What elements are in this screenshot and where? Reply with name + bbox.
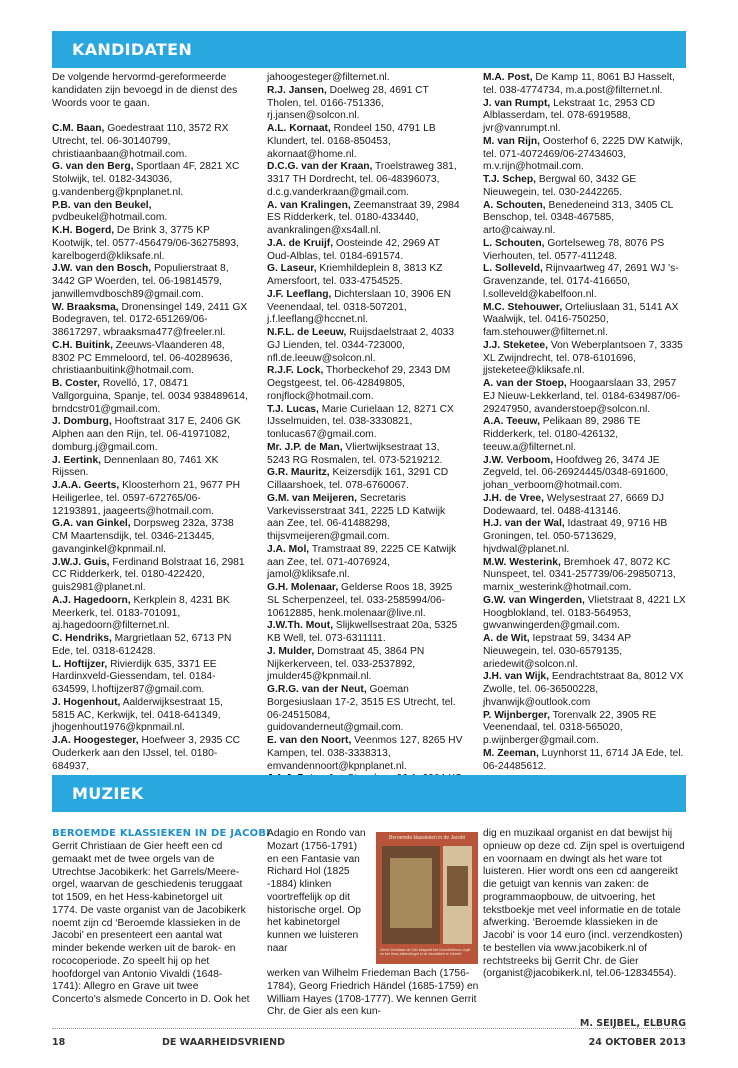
candidate-details: Margrietlaan 52, 6713 PN Ede, tel. 0318-612428. bbox=[52, 633, 232, 657]
candidate-details: Orteliuslaan 31, 5141 AX Waalwijk, tel. 0416-750250, fam.stehouwer@filternet.nl. bbox=[483, 301, 679, 338]
candidate-name: J. Domburg, bbox=[52, 416, 112, 428]
kandidaten-banner bbox=[52, 31, 686, 68]
candidate-details: Veenmos 127, 8265 HV Kampen, tel. 038-3338313, emvandennoort@kpnplanet.nl. bbox=[267, 735, 463, 772]
kandidaten-list-1 bbox=[52, 123, 248, 773]
muziek-column-2-wide bbox=[267, 968, 479, 1019]
candidate-entry bbox=[267, 263, 465, 289]
candidate-entry bbox=[52, 697, 248, 735]
candidate-entry bbox=[483, 633, 687, 671]
candidate-entry bbox=[267, 200, 465, 238]
candidate-name: J.A. Hoogesteger, bbox=[52, 735, 139, 746]
candidate-entry bbox=[483, 671, 687, 709]
candidate-entry bbox=[483, 557, 687, 595]
candidate-name: M.A. Post, bbox=[483, 72, 533, 83]
candidate-name: J.W. van den Bosch, bbox=[52, 263, 152, 275]
candidate-entry bbox=[483, 378, 687, 416]
candidate-entry bbox=[52, 557, 248, 595]
candidate-entry bbox=[52, 123, 248, 161]
candidate-details: Hoogaarslaan 33, 2957 EJ Nieuw-Lekkerland, tel. 0184-634987/06-29247950, avanderstoep@solcon.nl. bbox=[483, 378, 681, 415]
candidate-details: Zeeuws-Vlaanderen 48, 8302 PC Emmeloord, tel. 06-40289636, christiaanbuitink@hotmail.com. bbox=[52, 339, 233, 377]
candidate-name: R.J.F. Lock, bbox=[267, 365, 324, 377]
candidate-details: Secretaris Varkevisserstraat 341, 2225 LD Katwijk aan Zee, tel. 06-41488298, thijsvmeijeren@gmail.com. bbox=[267, 492, 446, 542]
candidate-name: J.A.A. Geerts, bbox=[52, 480, 120, 491]
candidate-details: Ferdinand Bolstraat 16, 2981 CC Ridderkerk, tel. 0180-422420, guis2981@planet.nl. bbox=[52, 556, 245, 593]
candidate-details: Lekstraat 1c, 2953 CD Alblasserdam, tel. 078-6919588, jvr@vanrumpt.nl. bbox=[483, 97, 656, 134]
muziek-column-3 bbox=[483, 828, 687, 981]
candidate-entry bbox=[52, 340, 248, 378]
candidate-name: G.W. van Wingerden, bbox=[483, 594, 585, 606]
candidate-entry bbox=[52, 595, 248, 633]
candidate-details: Rovelló, 17, 08471 Vallgorguina, Spanje, tel. 0034 938489614, brndcstr01@gmail.com. bbox=[52, 378, 248, 415]
candidate-name: Mr. J.P. de Man, bbox=[267, 441, 343, 453]
candidate-entry bbox=[267, 238, 465, 264]
candidate-entry bbox=[52, 518, 248, 556]
candidate-details: Hoefweer 3, 2935 CC Ouderkerk aan den IJssel, tel. 0180-684937, bbox=[52, 735, 241, 772]
candidate-details: Iepstraat 59, 3434 AP Nieuwegein, tel. 030-6579135, ariedewit@solcon.nl. bbox=[483, 633, 631, 670]
candidate-name: A. Schouten, bbox=[483, 199, 546, 211]
candidate-details: Thorbeckehof 29, 2343 DM Oegstgeest, tel. 06-42849805, ronjflock@hotmail.com. bbox=[267, 365, 451, 402]
candidate-entry bbox=[483, 710, 687, 748]
candidate-details: Marie Curielaan 12, 8271 CX IJsselmuiden, tel. 038-3330821, tonlucas67@gmail.com. bbox=[267, 403, 454, 440]
candidate-name: G.R. Mauritz, bbox=[267, 467, 330, 479]
candidate-details: Hoofdweg 26, 3474 JE Zegveld, tel. 06-26924445/0348-691600, johan_verboom@hotmail.com. bbox=[483, 454, 669, 491]
candidate-entry bbox=[267, 289, 465, 327]
candidate-entry bbox=[52, 263, 248, 301]
candidate-details: Benedeneind 313, 3405 CL Benschop, tel. 0348-467585, arto@caiway.nl. bbox=[483, 199, 673, 236]
candidate-details: Kriemhildeplein 8, 3813 KZ Amersfoort, tel. 033-4754525. bbox=[267, 263, 443, 287]
candidate-details: Idastraat 49, 9716 HB Groningen, tel. 050-5713629, hjvdwal@planet.nl. bbox=[483, 518, 668, 555]
candidate-entry bbox=[483, 263, 687, 301]
candidate-entry bbox=[267, 582, 465, 620]
cabinet-organ-photo bbox=[443, 846, 472, 944]
candidate-details: Bergwal 60, 3432 GE Nieuwegein, tel. 030-2442265. bbox=[483, 174, 637, 198]
candidate-name: L. Schouten, bbox=[483, 237, 545, 249]
candidate-name: J.W. Verboom, bbox=[483, 454, 554, 466]
candidate-name: J.A. de Kruijf, bbox=[267, 237, 334, 249]
publication-name: DE WAARHEIDSVRIEND bbox=[162, 1037, 285, 1048]
article-paragraph-2a: Adagio en Rondo van Mozart (1756-1791) en een Fantasie van Richard Hol (1825 -1884) klinken voortreffelijk op dit historische orgel. Op het kabinetorgel kunnen we luisteren naar bbox=[267, 828, 366, 954]
candidate-name: N.F.L. de Leeuw, bbox=[267, 327, 347, 338]
candidate-details: Doelweg 28, 4691 CT Tholen, tel. 0166-751336, rj.jansen@solcon.nl. bbox=[267, 84, 429, 122]
article-paragraph-2b: werken van Wilhelm Friedeman Bach (1756-1784), Georg Friedrich Händel (1685-1759) en William Hayes (1708-1777). We kennen Gerrit Chr. de Gier als een kun- bbox=[267, 968, 479, 1018]
candidate-entry bbox=[52, 200, 248, 226]
candidate-name: M.W. Westerink, bbox=[483, 556, 561, 568]
candidate-details: Gortelseweg 78, 8076 PS Vierhouten, tel. 0577-411248. bbox=[483, 237, 665, 262]
candidate-name: P.B. van den Beukel, bbox=[52, 199, 152, 211]
kandidaten-column-3 bbox=[483, 72, 687, 773]
muziek-column-1 bbox=[52, 841, 250, 1007]
candidate-name: K.H. Bogerd, bbox=[52, 225, 115, 236]
candidate-name: J. Mulder, bbox=[267, 645, 315, 657]
candidate-name: E. van den Noort, bbox=[267, 735, 352, 746]
candidate-entry bbox=[483, 72, 687, 98]
candidate-name: D.C.G. van der Kraan, bbox=[267, 161, 373, 173]
candidate-entry bbox=[267, 646, 465, 684]
candidate-entry bbox=[52, 416, 248, 454]
candidate-entry bbox=[267, 684, 465, 735]
cd-cover-caption: Gerrit Christiaan de Gier bespeelt het Garrels/Meere-orgel en het Hess-kabinetorgel in de Jacobikerk te Utrecht bbox=[380, 948, 471, 956]
candidate-entry bbox=[52, 735, 248, 773]
candidate-details: Bremhoek 47, 8072 KC Nunspeet, tel. 0341-257739/06-29850713, marnix_westerink@hotmail.com. bbox=[483, 556, 676, 593]
candidate-name: J.W.Th. Mout, bbox=[267, 620, 334, 632]
candidate-name: G.M. van Meijeren, bbox=[267, 492, 357, 504]
candidate-entry bbox=[483, 238, 687, 264]
candidate-entry bbox=[267, 544, 465, 582]
candidate-entry bbox=[267, 404, 465, 442]
candidate-entry bbox=[267, 620, 465, 646]
candidate-entry bbox=[267, 467, 465, 493]
candidate-details: Populierstraat 8, 3442 GP Woerden, tel. 06-19814579, janwillemvdbosch89@gmail.com. bbox=[52, 263, 229, 300]
candidate-details: Torenvalk 22, 3905 RE Veenendaal, tel. 0318-565020, p.wijnberger@gmail.com. bbox=[483, 709, 657, 746]
candidate-name: P. Wijnberger, bbox=[483, 709, 550, 721]
candidate-details: Zeemanstraat 39, 2984 ES Ridderkerk, tel. 0180-433440, avankralingen@xs4all.nl. bbox=[267, 199, 460, 236]
candidate-name: M.C. Stehouwer, bbox=[483, 301, 563, 313]
candidate-name: J. van Rumpt, bbox=[483, 97, 551, 109]
muziek-column-2-narrow bbox=[267, 828, 370, 956]
footer-divider bbox=[52, 1028, 686, 1029]
muziek-banner bbox=[52, 775, 686, 812]
kandidaten-column-1 bbox=[52, 72, 248, 773]
candidate-details: Tramstraat 89, 2225 CE Katwijk aan Zee, tel. 071-4076924, jamol@kliksafe.nl. bbox=[267, 543, 457, 581]
candidate-name: M. Zeeman, bbox=[483, 747, 539, 759]
candidate-details: Luynhorst 11, 6714 JA Ede, tel. 06-24485612. bbox=[483, 747, 684, 772]
candidate-entry bbox=[483, 340, 687, 378]
candidate-name: R.J. Jansen, bbox=[267, 84, 327, 96]
candidate-name: A. de Wit, bbox=[483, 633, 530, 644]
kandidaten-intro: De volgende hervormd-gereformeerde kandidaten zijn bevoegd in de dienst des Woords voor te gaan. bbox=[52, 72, 238, 109]
candidate-entry bbox=[52, 225, 248, 263]
candidate-details: Kerkplein 8, 4231 BK Meerkerk, tel. 0183-701091, aj.hagedoorn@filternet.nl. bbox=[52, 594, 230, 632]
candidate-name: B. Coster, bbox=[52, 378, 100, 389]
candidate-entry bbox=[267, 72, 465, 85]
candidate-entry bbox=[267, 735, 465, 773]
candidate-name: G. Laseur, bbox=[267, 263, 317, 275]
candidate-details: Hooftstraat 317 E, 2406 GK Alphen aan den Rijn, tel. 06-41971082, domburg.j@gmail.com. bbox=[52, 416, 241, 453]
kandidaten-column-2 bbox=[267, 72, 465, 812]
candidate-entry bbox=[267, 327, 465, 365]
candidate-details: Vlietstraat 8, 4221 LX Hoogblokland, tel. 0183-564953, gwvanwingerden@gmail.com. bbox=[483, 594, 686, 632]
candidate-name: C. Hendriks, bbox=[52, 633, 112, 644]
candidate-name: J. Hogenhout, bbox=[52, 696, 121, 708]
candidate-details: Gelderse Roos 18, 3925 SL Scherpenzeel, tel. 033-2585994/06-10612885, henk.molenaar@live.nl. bbox=[267, 582, 453, 619]
candidate-details: Dronensingel 149, 2411 GX Bodegraven, tel. 0172-651269/06-38617297, wbraaksma477@freeler.nl. bbox=[52, 301, 248, 338]
candidate-details: Oosterhof 6, 2225 DW Katwijk, tel. 071-4072469/06-27434603, m.v.rijn@hotmail.com. bbox=[483, 135, 683, 173]
kandidaten-list-3 bbox=[483, 72, 687, 773]
kandidaten-list-2 bbox=[267, 72, 465, 812]
candidate-entry bbox=[52, 378, 248, 416]
candidate-entry bbox=[267, 442, 465, 468]
candidate-details: Rivierdijk 635, 3371 EE Hardinxveld-Giessendam, tel. 0184-634599, l.hoftijzer87@gmail.com. bbox=[52, 658, 217, 695]
candidate-name: J.J. Steketee, bbox=[483, 339, 548, 351]
candidate-name: C.H. Buitink, bbox=[52, 339, 113, 351]
candidate-entry bbox=[52, 633, 248, 659]
candidate-name: J.F. Leeflang, bbox=[267, 288, 332, 300]
candidate-entry bbox=[483, 174, 687, 200]
candidate-name: C.M. Baan, bbox=[52, 123, 105, 134]
candidate-details: Goeman Borgesiuslaan 17-2, 3515 ES Utrecht, tel. 06-24515084, guidovanderneut@gmail.com. bbox=[267, 684, 456, 734]
candidate-name: J. Eertink, bbox=[52, 454, 101, 466]
candidate-entry bbox=[483, 302, 687, 340]
candidate-entry bbox=[483, 200, 687, 238]
candidate-entry bbox=[52, 659, 248, 697]
candidate-details: jahoogesteger@filternet.nl. bbox=[267, 72, 390, 83]
candidate-details: Von Weberplantsoen 7, 3335 XL Zwijndrecht, tel. 078-6101696, jjsteketee@kliksafe.nl. bbox=[483, 339, 683, 377]
candidate-name: A. van Kralingen, bbox=[267, 199, 351, 211]
article-signature: M. SEIJBEL, ELBURG bbox=[579, 1018, 686, 1029]
candidate-details: Sportlaan 4F, 2821 XC Stolwijk, tel. 0182-343036, g.vandenberg@kpnplanet.nl. bbox=[52, 161, 240, 198]
candidate-name: T.J. Schep, bbox=[483, 174, 536, 185]
organ-photo bbox=[382, 846, 440, 944]
candidate-details: Keizersdijk 161, 3291 CD Cillaarshoek, tel. 078-6760067. bbox=[267, 467, 449, 491]
candidate-details: Dorpsweg 232a, 3738 CM Maartensdijk, tel. 0346-213445, gavanginkel@kpnmail.nl. bbox=[52, 518, 234, 555]
candidate-name: A.L. Kornaat, bbox=[267, 123, 331, 134]
candidate-name: J.A. Mol, bbox=[267, 543, 310, 555]
candidate-details: Dichterslaan 10, 3906 EN Veenendaal, tel. 0318-507201, j.f.leeflang@hccnet.nl. bbox=[267, 288, 452, 326]
candidate-name: G.R.G. van der Neut, bbox=[267, 684, 367, 695]
candidate-entry bbox=[52, 455, 248, 481]
candidate-details: De Kamp 11, 8061 BJ Hasselt, tel. 038-4774734, m.a.post@filternet.nl. bbox=[483, 72, 675, 96]
kandidaten-heading: KANDIDATEN bbox=[72, 40, 193, 59]
candidate-entry bbox=[483, 98, 687, 136]
candidate-name: G.H. Molenaar, bbox=[267, 582, 339, 593]
muziek-heading: MUZIEK bbox=[72, 784, 144, 803]
candidate-name: A. van der Stoep, bbox=[483, 378, 567, 389]
article-paragraph-3: dig en muzikaal organist en dat bewijst hij opnieuw op deze cd. Zijn spel is overtuigend en voornaam en dwingt als het ware tot luisteren. Hier wordt ons een cd aangereikt die getuigt van kennis van zaken: de programmaopbouw, de uitvoering, het tekstboekje met veel informatie en de totale afwerking. ‘Beroemde klassieken in de Jacobi’ is voor 14 euro (incl. verzendkosten) te bestellen via www.jacobikerk.nl of rechtstreeks bij Gerrit Chr. de Gier (organist@jacobikerk.nl, tel.06-12834554). bbox=[483, 828, 685, 980]
candidate-name: L. Hoftijzer, bbox=[52, 658, 108, 670]
candidate-name: G. van den Berg, bbox=[52, 161, 134, 173]
candidate-entry bbox=[483, 493, 687, 519]
candidate-details: Dennenlaan 80, 7461 XK Rijssen. bbox=[52, 454, 219, 479]
candidate-details: Kloosterhorn 21, 9677 PH Heiligerlee, tel. 0597-672765/06-12193891, jaageerts@hotmail.com. bbox=[52, 480, 241, 517]
candidate-details: Slijkwellsestraat 20a, 5325 KB Well, tel. 073-6311111. bbox=[267, 620, 458, 644]
candidate-details: Aalderwijksestraat 15, 5815 AC, Kerkwijk, tel. 0418-641349, jhogenhout1976@kpnmail.nl. bbox=[52, 696, 223, 734]
candidate-entry bbox=[483, 518, 687, 556]
candidate-details: Domstraat 45, 3864 PN Nijkerkerveen, tel. 033-2537892, jmulder45@kpnmail.nl. bbox=[267, 645, 425, 683]
candidate-name: L. Solleveld, bbox=[483, 263, 543, 275]
candidate-name: G.A. van Ginkel, bbox=[52, 518, 131, 530]
cd-cover-title: Beroemde klassieken in de Jacobi bbox=[389, 835, 465, 841]
candidate-name: A.J. Hagedoorn, bbox=[52, 594, 131, 606]
candidate-details: Ruijsdaelstraat 2, 4033 GJ Lienden, tel. 0344-723000, nfl.de.leeuw@solcon.nl. bbox=[267, 327, 455, 364]
candidate-entry bbox=[52, 480, 248, 518]
cd-cover-image bbox=[376, 832, 478, 964]
candidate-entry bbox=[52, 302, 248, 340]
candidate-details: Rijnvaartweg 47, 2691 WJ 's-Gravenzande, tel. 0174-416650, l.solleveld@kabelfoon.nl. bbox=[483, 263, 679, 300]
candidate-name: J.H. de Vree, bbox=[483, 492, 544, 504]
candidate-entry bbox=[483, 416, 687, 454]
candidate-entry bbox=[267, 85, 465, 123]
candidate-details: Eendrachtstraat 8a, 8012 VX Zwolle, tel. 06-36500228, jhvanwijk@outlook.com bbox=[483, 671, 684, 708]
candidate-entry bbox=[483, 595, 687, 633]
candidate-details: Vliertwijksestraat 13, 5243 RG Rosmalen, tel. 073-5219212. bbox=[267, 441, 443, 466]
candidate-entry bbox=[483, 748, 687, 774]
candidate-entry bbox=[267, 161, 465, 199]
candidate-details: Troelstraweg 381, 3317 TH Dordrecht, tel. 06-48396073, d.c.g.vanderkraan@gmail.com. bbox=[267, 161, 457, 198]
candidate-name: J.H. van Wijk, bbox=[483, 671, 549, 683]
candidate-name: M. van Rijn, bbox=[483, 135, 540, 147]
candidate-entry bbox=[267, 365, 465, 403]
candidate-name: J.W.J. Guis, bbox=[52, 556, 110, 568]
candidate-name: A.A. Teeuw, bbox=[483, 416, 540, 428]
candidate-details: Oosteinde 42, 2969 AT Oud-Alblas, tel. 0184-691574. bbox=[267, 237, 440, 262]
candidate-entry bbox=[267, 123, 465, 161]
candidate-details: De Brink 3, 3775 KP Kootwijk, tel. 0577-456479/06-36275893, karelbogerd@kliksafe.nl. bbox=[52, 225, 239, 262]
candidate-name: H.J. van der Wal, bbox=[483, 518, 565, 530]
candidate-entry bbox=[483, 136, 687, 174]
candidate-entry bbox=[483, 455, 687, 493]
candidate-name: T.J. Lucas, bbox=[267, 403, 319, 415]
candidate-entry bbox=[267, 493, 465, 544]
candidate-details: pvdbeukel@hotmail.com. bbox=[52, 212, 168, 224]
page-number: 18 bbox=[52, 1037, 66, 1048]
candidate-details: Welysestraat 27, 6669 DJ Dodewaard, tel. 0488-413146. bbox=[483, 492, 664, 517]
candidate-details: Goedestraat 110, 3572 RX Utrecht, tel. 06-30140799, christiaanbaan@hotmail.com. bbox=[52, 123, 229, 160]
candidate-details: Rondeel 150, 4791 LB Klundert, tel. 0168-850453, akornaat@home.nl. bbox=[267, 123, 436, 160]
article-title: BEROEMDE KLASSIEKEN IN DE JACOBI bbox=[52, 828, 271, 839]
issue-date: 24 OKTOBER 2013 bbox=[588, 1037, 686, 1048]
candidate-entry bbox=[52, 161, 248, 199]
candidate-name: W. Braaksma, bbox=[52, 301, 119, 313]
candidate-details: Pelikaan 89, 2986 TE Ridderkerk, tel. 0180-426132, teeuw.a@filternet.nl. bbox=[483, 416, 641, 453]
article-paragraph-1: Gerrit Christiaan de Gier heeft een cd gemaakt met de twee orgels van de Utrechtse Jacobikerk: het Garrels/Meere-orgel, waarvan de geschiedenis teruggaat tot 1509, en het Hess-kabinetorgel uit 1774. De vaste organist van de Jacobikerk noemt zijn cd ‘Beroemde klassieken in de Jacobi’ en presenteert een aantal wat minder bekende werken uit de barok- en rococoperiode. Zo speelt hij op het hoofdorgel van Antonio Vivaldi (1648-1741): Allegro en Grave uit twee Concerto’s alsmede Concerto in D. Ook het bbox=[52, 841, 250, 1005]
